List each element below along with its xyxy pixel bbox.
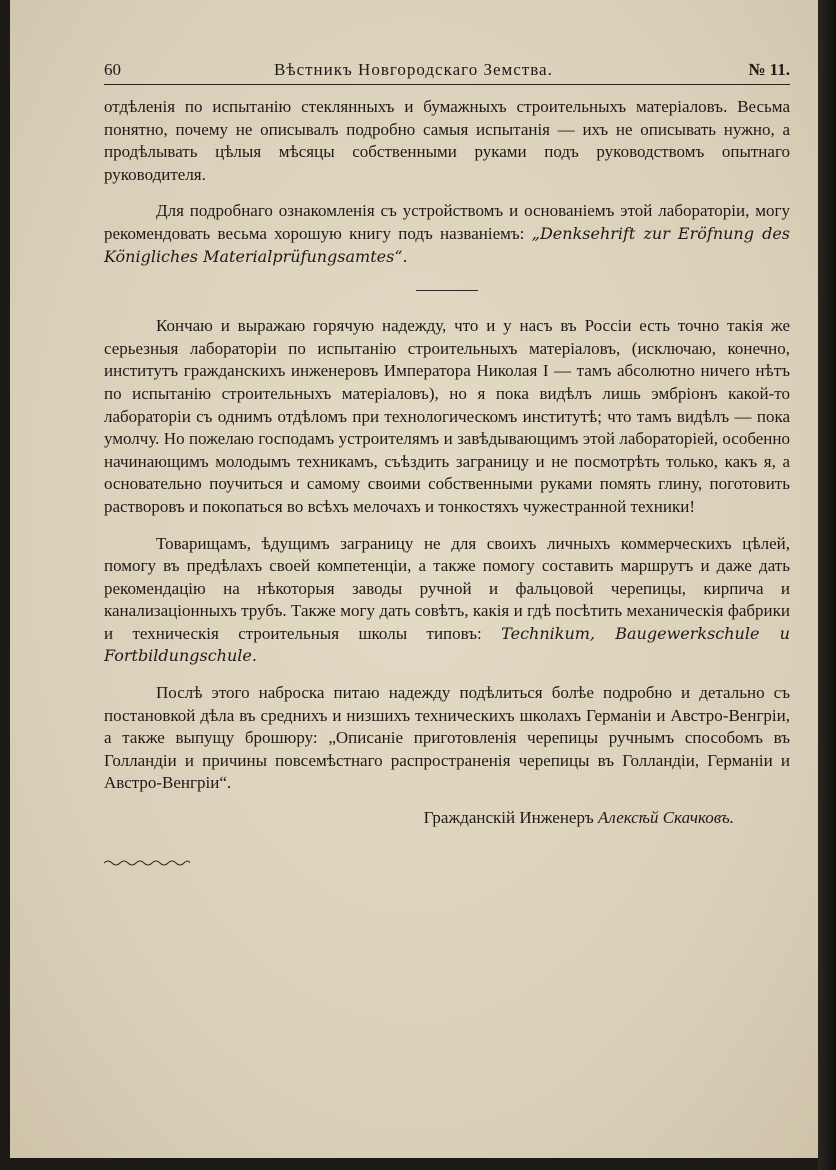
paragraph-2 xyxy=(104,200,790,268)
section-divider xyxy=(416,290,478,291)
signature-name: Алексѣй Скачковъ. xyxy=(598,808,734,828)
end-ornament xyxy=(104,858,190,868)
paragraph-5: Послѣ этого наброска питаю надежду подѣлиться болѣе подробно и детально съ постановкой дѣла въ среднихъ и низшихъ техническихъ школахъ Германіи и Австро-Венгріи, а также выпущу брошюру: „Описаніе приготовленія черепицы ручнымъ способомъ въ Голландіи и причины повсемѣстнаго распространенія черепицы въ Голландіи, Германіи и Австро-Венгріи“. xyxy=(104,683,790,793)
paragraph-4-text: Товарищамъ, ѣдущимъ заграницу не для своихъ личныхъ коммерческихъ цѣлей, помогу въ предѣлахъ своей компетенціи, а также помогу составить маршрутъ и даже дать рекомендацію на нѣкоторыя заводы ручной и фальцовой черепицы, кирпича и канализаціонныхъ трубъ. Также могу дать совѣтъ, какія и гдѣ посѣтить механическія фабрики и техническія строительныя школы типовъ: xyxy=(104,533,790,643)
paragraph-1: отдѣленія по испытанію стеклянныхъ и бумажныхъ строительныхъ матеріаловъ. Весьма понятно, почему не описывалъ подробно самыя испытанія — ихъ не описывать нужно, а продѣлывать цѣлыя мѣсяцы собственными руками подъ руководствомъ опытнаго руководителя. xyxy=(104,97,790,184)
document-page xyxy=(10,0,818,1158)
school-types: Technikum, Baugewerkschule и Fortbildungschule. xyxy=(104,623,790,666)
signature-block xyxy=(104,807,790,830)
header-rule xyxy=(104,84,790,85)
journal-title: Вѣстникъ Новгородскаго Земства. xyxy=(274,60,553,79)
book-spine-edge xyxy=(818,0,836,1170)
paragraph-3: Кончаю и выражаю горячую надежду, что и у насъ въ Россіи есть точно такія же серьезныя лабораторіи по испытанію строительныхъ матеріаловъ, (исключаю, конечно, институтъ гражданскихъ инженеровъ Императора Николая I — тамъ абсолютно ничего нѣтъ по испытанію строительныхъ матеріаловъ), но я пока видѣлъ лишь эмбріонъ какой-то лабораторіи съ однимъ отдѣломъ при технологическомъ институтѣ; что тамъ видѣлъ — пока умолчу. Но пожелаю господамъ устроителямъ и завѣдывающимъ этой лабораторіей, особенно начинающимъ молодымъ техникамъ, съѣздить заграницу и не посмотрѣть только, какъ я, а основательно поучиться и самому своими собственными руками помять глину, поготовить растворовъ и покопаться во всѣхъ мелочахъ и тонкостяхъ чужестранной техники! xyxy=(104,316,790,516)
signature-title: Гражданскій Инженеръ xyxy=(423,808,594,828)
page-number: 60 xyxy=(104,60,121,79)
issue-number: № 11. xyxy=(748,60,790,79)
paragraph-4 xyxy=(104,533,790,669)
article-body xyxy=(104,96,790,874)
paragraph-2-text: Для подробнаго ознакомленія съ устройствомъ и основаніемъ этой лабораторіи, могу рекомендовать весьма хорошую книгу подъ названіемъ: xyxy=(104,201,790,243)
book-title: „Denksehrift zur Eröfnung des Königliches Materialprüfungsamtes“. xyxy=(104,223,790,266)
running-header xyxy=(104,56,790,84)
